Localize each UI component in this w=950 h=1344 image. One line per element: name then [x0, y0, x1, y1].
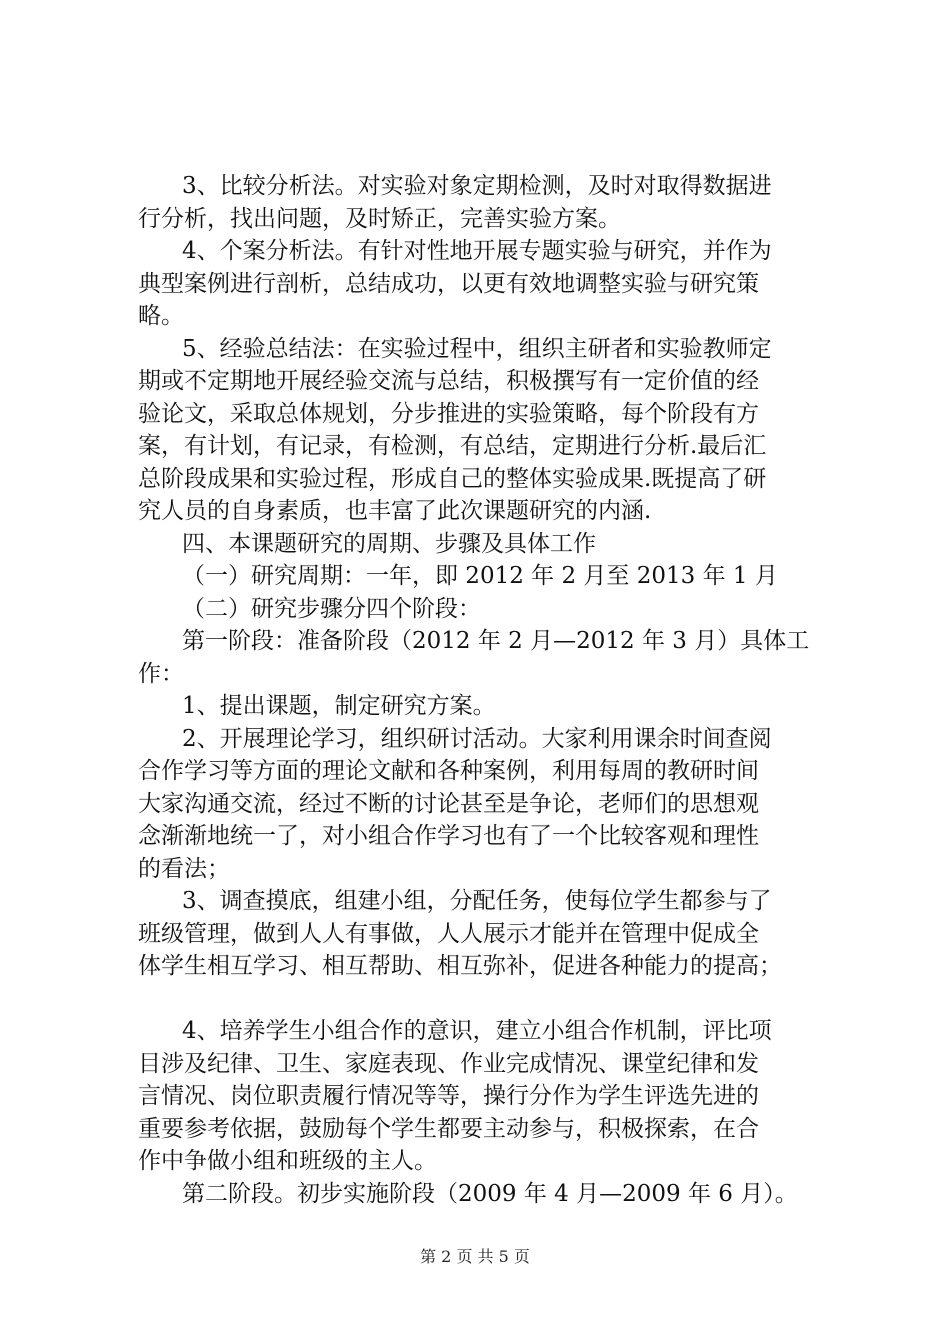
text-line: 行分析，找出问题，及时矫正，完善实验方案。 — [138, 205, 621, 232]
blank-line — [138, 983, 838, 1016]
text-line: 目涉及纪律、卫生、家庭表现、作业完成情况、课堂纪律和发 — [138, 1050, 759, 1077]
text-line: 1、提出课题，制定研究方案。 — [182, 693, 496, 719]
text-line: 略。 — [138, 303, 184, 329]
text-line: 重要参考依据，鼓励每个学生都要主动参与，积极探索，在合 — [138, 1115, 759, 1142]
text-line: 言情况、岗位职责履行情况等等，操行分作为学生评选先进的 — [138, 1083, 759, 1109]
page-footer: 第 2 页 共 5 页 — [420, 1247, 530, 1266]
text-line: 合作学习等方面的理论文献和各种案例，利用每周的教研时间 — [138, 758, 759, 784]
text-line: 作： — [138, 660, 184, 687]
text-line: 究人员的自身素质，也丰富了此次课题研究的内涵. — [138, 498, 652, 524]
text-line: 的看法； — [138, 855, 230, 882]
text-line: 4、培养学生小组合作的意识，建立小组合作机制，评比项 — [182, 1018, 772, 1044]
text-line: 验论文，采取总体规划，分步推进的实验策略，每个阶段有方 — [138, 400, 759, 427]
document-body — [138, 170, 838, 1210]
text-line: 4、个案分析法。有针对性地开展专题实验与研究，并作为 — [182, 238, 772, 264]
text-line: （二）研究步骤分四个阶段： — [182, 595, 481, 622]
text-line: 第一阶段：准备阶段（2012 年 2 月—2012 年 3 月）具体工 — [182, 628, 810, 654]
text-line: 体学生相互学习、相互帮助、相互弥补，促进各种能力的提高； — [138, 953, 782, 979]
text-line: 念渐渐地统一了，对小组合作学习也有了一个比较客观和理性 — [138, 823, 759, 849]
text-line: 作中争做小组和班级的主人。 — [138, 1148, 437, 1174]
text-line: 2、开展理论学习，组织研讨活动。大家利用课余时间查阅 — [182, 725, 772, 752]
text-line: 5、经验总结法：在实验过程中，组织主研者和实验教师定 — [182, 335, 772, 362]
text-line: 3、调查摸底，组建小组，分配任务，使每位学生都参与了 — [182, 888, 772, 914]
text-line: 典型案例进行剖析，总结成功，以更有效地调整实验与研究策 — [138, 270, 759, 297]
text-line: 班级管理，做到人人有事做，人人展示才能并在管理中促成全 — [138, 920, 759, 947]
text-line: 总阶段成果和实验过程，形成自己的整体实验成果.既提高了研 — [138, 465, 767, 492]
section-heading: 四、本课题研究的周期、步骤及具体工作 — [182, 530, 596, 557]
text-line: 第二阶段。初步实施阶段（2009 年 4 月—2009 年 6 月）。 — [182, 1180, 798, 1207]
text-line: 3、比较分析法。对实验对象定期检测，及时对取得数据进 — [182, 173, 772, 199]
text-line: （一）研究周期：一年，即 2012 年 2 月至 2013 年 1 月 — [182, 563, 778, 589]
text-line: 大家沟通交流，经过不断的讨论甚至是争论，老师们的思想观 — [138, 790, 759, 817]
text-line: 期或不定期地开展经验交流与总结，积极撰写有一定价值的经 — [138, 368, 759, 394]
text-line: 案，有计划，有记录，有检测，有总结，定期进行分析.最后汇 — [138, 433, 767, 459]
